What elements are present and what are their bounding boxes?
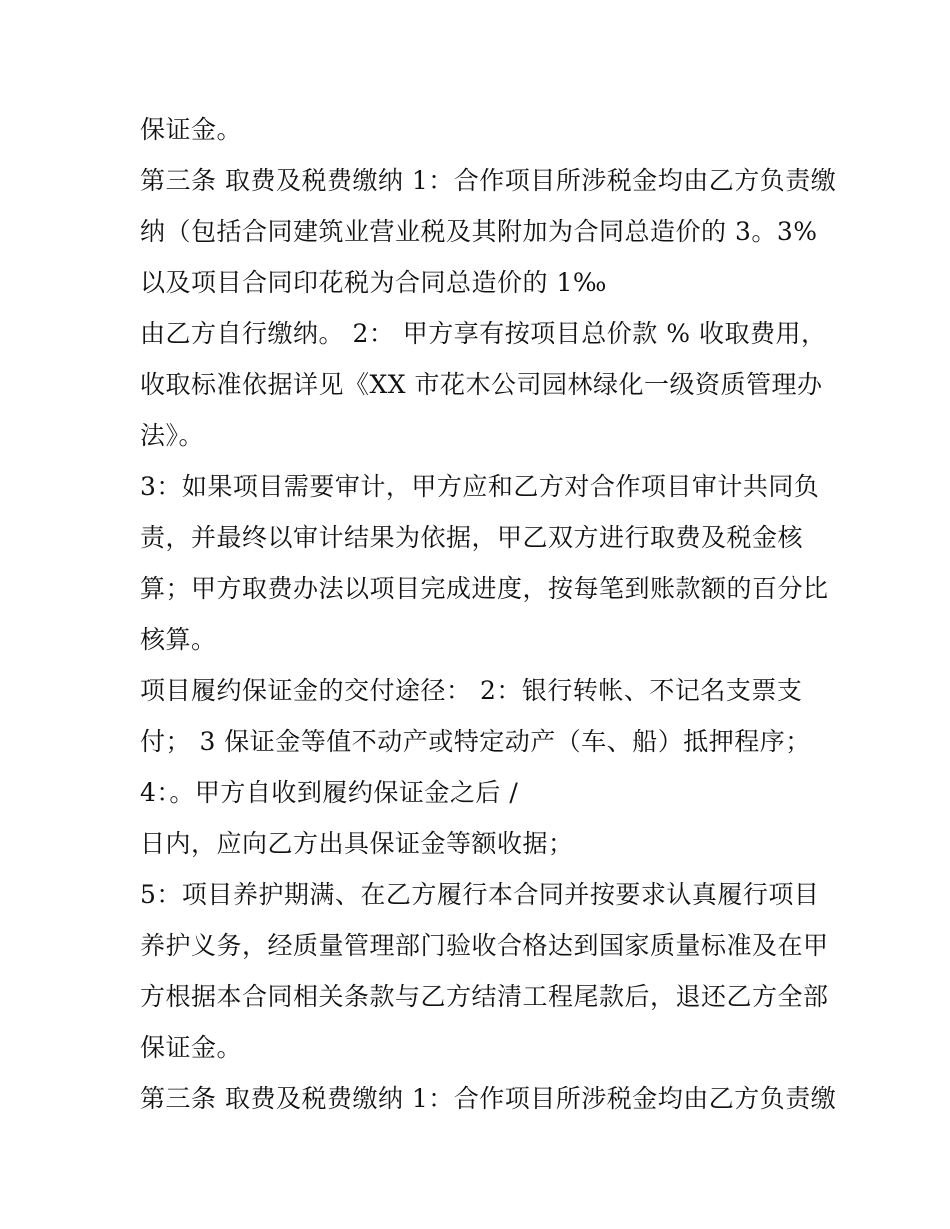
text-line: 付； 3 保证金等值不动产或特定动产（车、船）抵押程序； — [140, 727, 811, 756]
text-line: 3：如果项目需要审计，甲方应和乙方对合作项目审计共同负 — [140, 472, 820, 501]
text-line: 法》。 — [140, 421, 205, 450]
text-line: 责，并最终以审计结果为依据，甲乙双方进行取费及税金核 — [140, 523, 804, 552]
text-line: 养护义务，经质量管理部门验收合格达到国家质量标准及在甲 — [140, 931, 829, 960]
text-line: 方根据本合同相关条款与乙方结清工程尾款后，退还乙方全部 — [140, 982, 829, 1011]
text-line: 收取标准依据详见《XX 市花木公司园林绿化一级资质管理办 — [140, 370, 823, 399]
text-line: 第三条 取费及税费缴纳 1：合作项目所涉税金均由乙方负责缴 — [140, 1084, 837, 1113]
text-line: 以及项目合同印花税为合同总造价的 1‰ — [140, 268, 607, 297]
text-line: 项目履约保证金的交付途径： 2：银行转帐、不记名支票支 — [140, 676, 803, 705]
text-line: 保证金。 — [140, 1033, 243, 1062]
text-line: 保证金。 — [140, 115, 243, 144]
text-line: 纳（包括合同建筑业营业税及其附加为合同总造价的 3。3% — [140, 217, 818, 246]
text-line: 第三条 取费及税费缴纳 1：合作项目所涉税金均由乙方负责缴 — [140, 166, 837, 195]
text-line: 由乙方自行缴纳。 2： 甲方享有按项目总价款 % 收取费用， — [140, 319, 827, 348]
text-line: 4：。甲方自收到履约保证金之后 / — [140, 778, 519, 807]
text-line: 日内，应向乙方出具保证金等额收据； — [140, 829, 574, 858]
text-line: 算；甲方取费办法以项目完成进度，按每笔到账款额的百分比 — [140, 574, 829, 603]
document-body — [140, 104, 837, 1124]
text-line: 5：项目养护期满、在乙方履行本合同并按要求认真履行项目 — [140, 880, 820, 909]
text-line: 核算。 — [140, 625, 217, 654]
